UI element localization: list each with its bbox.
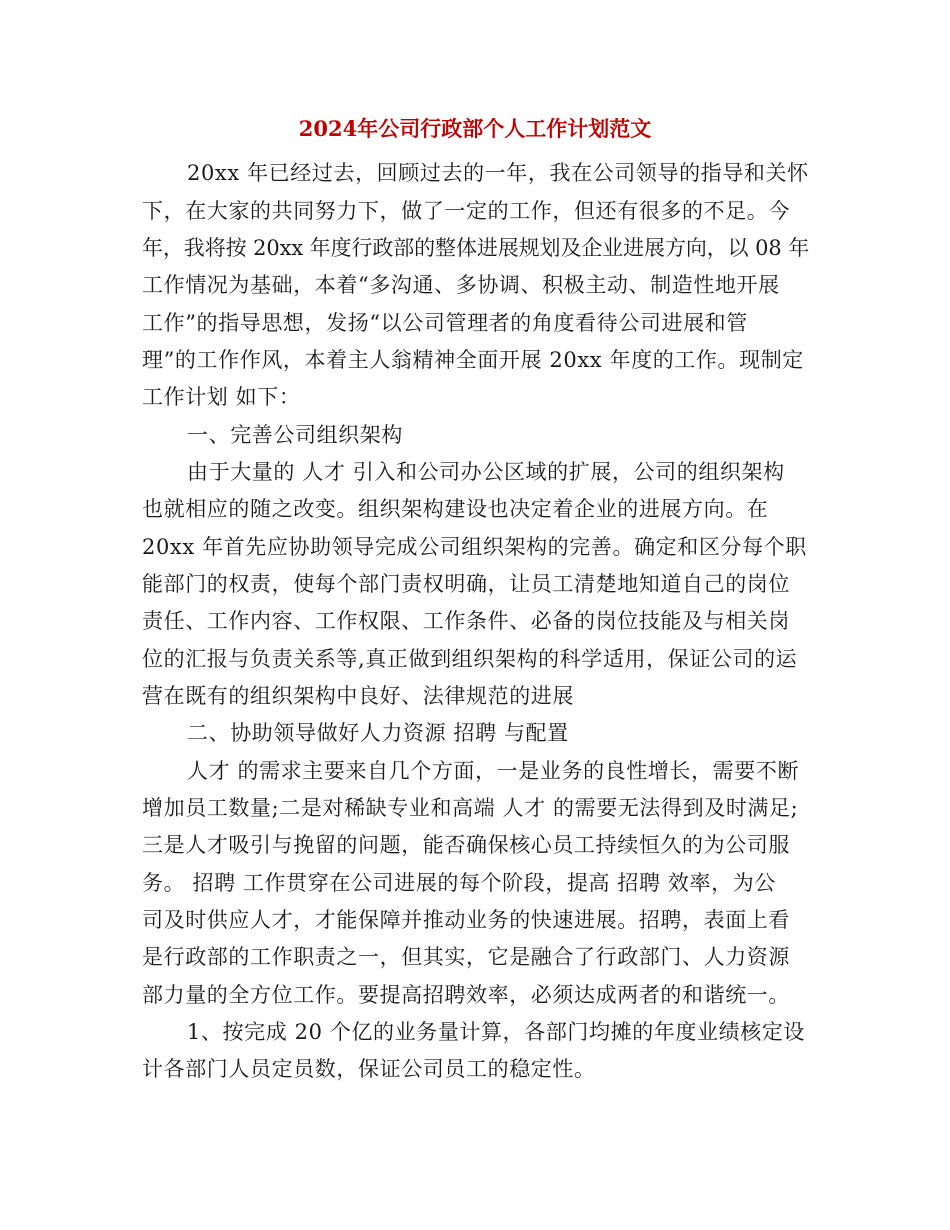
body-line: 三是人才吸引与挽留的问题，能否确保核心员工持续恒久的为公司服 [142, 833, 790, 857]
body-line: 20xx 年已经过去，回顾过去的一年，我在公司领导的指导和关怀 [187, 161, 809, 185]
body-line: 责任、工作内容、工作权限、工作条件、必备的岗位技能及与相关岗 [142, 609, 790, 633]
body-line: 部力量的全方位工作。要提高招聘效率，必须达成两者的和谐统一。 [142, 983, 790, 1007]
body-line: 理”的工作作风，本着主人翁精神全面开展 20xx 年度的工作。现制定 [142, 348, 804, 372]
body-line: 工作计划 如下： [142, 385, 301, 409]
section-heading: 一、完善公司组织架构 [187, 423, 403, 447]
body-line: 20xx 年首先应协助领导完成公司组织架构的完善。确定和区分每个职 [142, 535, 807, 559]
body-line: 位的汇报与负责关系等,真正做到组织架构的科学适用，保证公司的运 [142, 647, 798, 671]
body-line: 是行政部的工作职责之一，但其实，它是融合了行政部门、人力资源 [142, 945, 790, 969]
body-line: 下，在大家的共同努力下，做了一定的工作，但还有很多的不足。今 [142, 199, 790, 223]
body-line: 能部门的权责，使每个部门责权明确，让员工清楚地知道自己的岗位 [142, 572, 790, 596]
body-line: 司及时供应人才，才能保障并推动业务的快速进展。招聘，表面上看 [142, 908, 790, 932]
section-heading: 二、协助领导做好人力资源 招聘 与配置 [187, 721, 569, 745]
body-line: 也就相应的随之改变。组织架构建设也决定着企业的进展方向。在 [142, 497, 769, 521]
body-line: 营在既有的组织架构中良好、法律规范的进展 [142, 684, 574, 708]
body-line: 人才 的需求主要来自几个方面，一是业务的良性增长，需要不断 [187, 759, 800, 783]
body-line: 增加员工数量;二是对稀缺专业和高端 人才 的需要无法得到及时满足; [142, 796, 799, 820]
body-line: 务。 招聘 工作贯穿在公司进展的每个阶段，提高 招聘 效率，为公 [142, 871, 776, 895]
body-line: 年，我将按 20xx 年度行政部的整体进展规划及企业进展方向，以 08 年 [142, 236, 810, 260]
document-title: 2024年公司行政部个人工作计划范文 [298, 116, 652, 141]
body-line: 计各部门人员定员数，保证公司员工的稳定性。 [142, 1057, 596, 1081]
body-line: 1、按完成 20 个亿的业务量计算，各部门均摊的年度业绩核定设 [187, 1020, 806, 1044]
body-line: 工作”的指导思想，发扬“以公司管理者的角度看待公司进展和管 [142, 311, 748, 335]
body-line: 工作情况为基础，本着“多沟通、多协调、积极主动、制造性地开展 [142, 273, 780, 297]
body-line: 由于大量的 人才 引入和公司办公区域的扩展，公司的组织架构 [187, 460, 785, 484]
